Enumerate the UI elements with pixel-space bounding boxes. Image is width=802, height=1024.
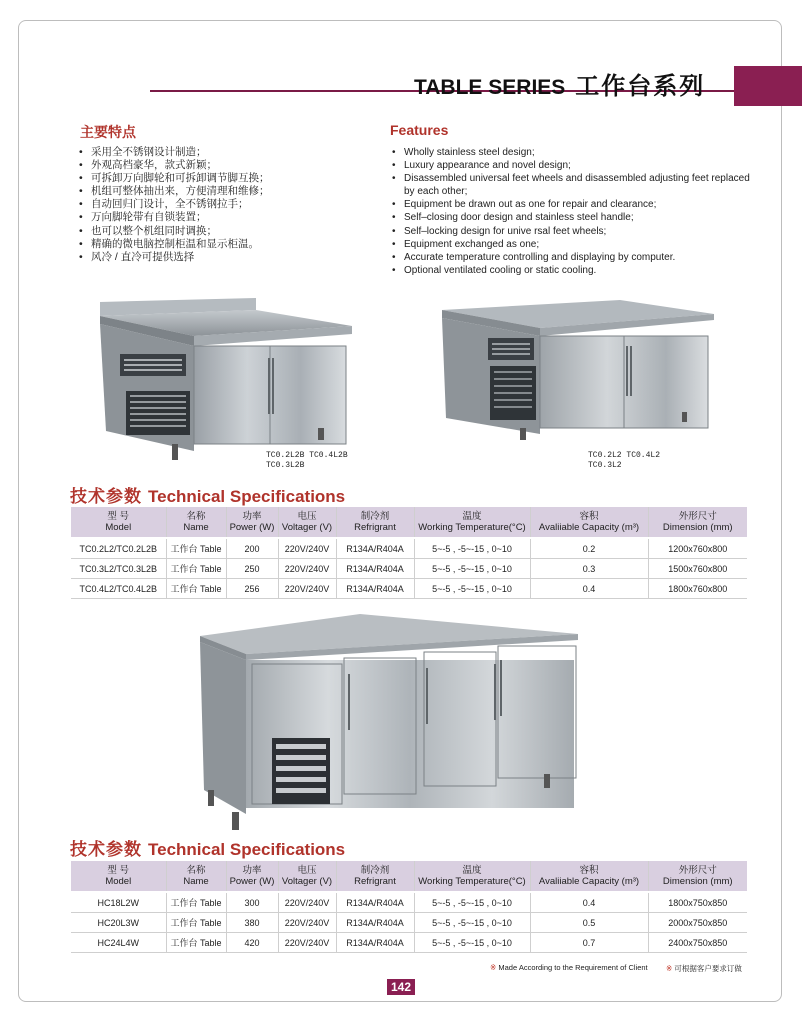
- table-row: [71, 559, 747, 579]
- table-cell: 5~-5 , -5~-15 , 0~10: [414, 913, 530, 933]
- column-header: [648, 507, 747, 538]
- table-cell: 0.7: [530, 933, 648, 953]
- spec-title-1: [70, 482, 345, 507]
- table-cell: 220V/240V: [278, 538, 336, 559]
- page-number: 142: [387, 979, 415, 995]
- column-header: [71, 507, 166, 538]
- footnote-cn-text: 可根据客户要求订做: [674, 964, 742, 973]
- column-header: [278, 861, 336, 892]
- table-row: [71, 538, 747, 559]
- feature-item: • Equipment be drawn out as one for repair and clearance;: [391, 198, 750, 211]
- column-header-cn: 电压: [297, 865, 317, 876]
- column-header-cn: 温度: [462, 511, 482, 522]
- footnote-cn: [666, 963, 742, 974]
- table-header-row: [71, 507, 747, 538]
- column-header: [226, 861, 278, 892]
- spec-table-2: [71, 861, 747, 953]
- column-header-en: Model: [105, 522, 132, 533]
- table-cell: 0.4: [530, 892, 648, 913]
- table-cell: 0.5: [530, 913, 648, 933]
- column-header-en: Name: [183, 522, 209, 533]
- table-cell: 380: [226, 913, 278, 933]
- spec-title-en: Technical Specifications: [148, 487, 346, 506]
- table-cell: 2000x750x850: [648, 913, 747, 933]
- column-header-cn: 功率: [242, 865, 262, 876]
- column-header: [530, 507, 648, 538]
- table-cell: R134A/R404A: [336, 559, 414, 579]
- caption-line: TC0.2L2 TC0.4L2: [588, 451, 661, 460]
- table-cell: 0.4: [530, 579, 648, 599]
- table-cell: 220V/240V: [278, 892, 336, 913]
- table-cell: 工作台 Table: [166, 933, 226, 953]
- column-header-cn: 外形尺寸: [678, 865, 717, 876]
- title-en: TABLE SERIES: [414, 76, 566, 99]
- column-header-cn: 温度: [462, 865, 482, 876]
- feature-item: • 精确的微电脑控制柜温和显示柜温。: [78, 238, 270, 251]
- table-cell: 工作台 Table: [166, 913, 226, 933]
- table-row: [71, 579, 747, 599]
- table-cell: 5~-5 , -5~-15 , 0~10: [414, 538, 530, 559]
- table-cell: R134A/R404A: [336, 913, 414, 933]
- caption-line: TC0.2L2B TC0.4L2B: [266, 451, 348, 460]
- reference-mark-icon: ※: [666, 964, 673, 973]
- column-header: [336, 507, 414, 538]
- table-cell: R134A/R404A: [336, 579, 414, 599]
- column-header: [530, 861, 648, 892]
- table-cell: 1800x760x800: [648, 579, 747, 599]
- table-cell: 工作台 Table: [166, 559, 226, 579]
- table-cell: 工作台 Table: [166, 579, 226, 599]
- table-cell: HC24L4W: [71, 933, 166, 953]
- column-header-cn: 功率: [242, 511, 262, 522]
- table-cell: 0.2: [530, 538, 648, 559]
- feature-item: • 自动回归门设计，全不锈钢拉手；: [78, 198, 270, 211]
- column-header-en: Refrigrant: [354, 876, 396, 887]
- table-cell: TC0.2L2/TC0.2L2B: [71, 538, 166, 559]
- footnote-en: [490, 963, 648, 972]
- table-cell: 300: [226, 892, 278, 913]
- table-cell: R134A/R404A: [336, 892, 414, 913]
- column-header: [166, 507, 226, 538]
- table-cell: 2400x750x850: [648, 933, 747, 953]
- column-header-en: Voltager (V): [281, 876, 333, 887]
- table-cell: 5~-5 , -5~-15 , 0~10: [414, 559, 530, 579]
- table-cell: 200: [226, 538, 278, 559]
- flat-table-image: [440, 300, 716, 444]
- table-cell: 220V/240V: [278, 913, 336, 933]
- feature-item: • Accurate temperature controlling and displaying by computer.: [391, 251, 750, 264]
- column-header-en: Power (W): [229, 522, 275, 533]
- table-cell: 220V/240V: [278, 559, 336, 579]
- left-image-caption: [266, 451, 348, 471]
- caption-line: TC0.3L2: [588, 461, 622, 470]
- footnote-en-text: Made According to the Requirement of Client: [498, 963, 648, 972]
- column-header: [166, 861, 226, 892]
- column-header-en: Avaliiable Capacity (m³): [538, 876, 640, 887]
- table-cell: 220V/240V: [278, 933, 336, 953]
- table-cell: 工作台 Table: [166, 538, 226, 559]
- feature-item: • 风冷 / 直冷可提供选择: [78, 251, 270, 264]
- column-header-cn: 型 号: [107, 511, 130, 522]
- feature-item: • Self–closing door design and stainless steel handle;: [391, 211, 750, 224]
- column-header-en: Refrigrant: [354, 522, 396, 533]
- table-cell: TC0.4L2/TC0.4L2B: [71, 579, 166, 599]
- feature-item: • 也可以整个机组同时调换；: [78, 225, 270, 238]
- table-cell: 工作台 Table: [166, 892, 226, 913]
- column-header-cn: 容积: [579, 511, 599, 522]
- spec-title-cn: 技术参数: [70, 840, 142, 859]
- table-row: [71, 933, 747, 953]
- page-title: [414, 66, 705, 101]
- column-header-en: Model: [105, 876, 132, 887]
- feature-item: • 可拆卸万向脚轮和可拆卸调节脚互换；: [78, 172, 270, 185]
- column-header-cn: 容积: [579, 865, 599, 876]
- table-with-backsplash-image: [96, 296, 356, 464]
- header-color-tab: [734, 66, 802, 106]
- features-cn-list: [78, 146, 270, 264]
- features-cn-heading: 主要特点: [80, 124, 136, 140]
- column-header-en: Voltager (V): [281, 522, 333, 533]
- table-header-row: [71, 861, 747, 892]
- table-cell: 220V/240V: [278, 579, 336, 599]
- column-header-cn: 制冷剂: [360, 865, 390, 876]
- column-header-en: Dimension (mm): [662, 522, 733, 533]
- column-header: [648, 861, 747, 892]
- column-header: [278, 507, 336, 538]
- table-cell: 5~-5 , -5~-15 , 0~10: [414, 933, 530, 953]
- spec-table-1: [71, 507, 747, 599]
- table-cell: 1200x760x800: [648, 538, 747, 559]
- column-header-en: Working Temperature(°C): [418, 522, 526, 533]
- column-header-cn: 制冷剂: [360, 511, 390, 522]
- spec-title-cn: 技术参数: [70, 487, 142, 506]
- column-header-en: Name: [183, 876, 209, 887]
- table-cell: 1500x760x800: [648, 559, 747, 579]
- title-cn: 工作台系列: [575, 73, 706, 100]
- column-header-cn: 型 号: [107, 865, 130, 876]
- feature-item: • Wholly stainless steel design;: [391, 146, 750, 159]
- table-row: [71, 892, 747, 913]
- column-header-cn: 名称: [186, 511, 206, 522]
- feature-item: • Equipment exchanged as one;: [391, 238, 750, 251]
- table-cell: 250: [226, 559, 278, 579]
- feature-item: • 外观高档豪华，款式新颖；: [78, 159, 270, 172]
- column-header-cn: 外形尺寸: [678, 511, 717, 522]
- table-cell: TC0.3L2/TC0.3L2B: [71, 559, 166, 579]
- table-cell: 5~-5 , -5~-15 , 0~10: [414, 892, 530, 913]
- column-header-en: Working Temperature(°C): [418, 876, 526, 887]
- table-cell: 256: [226, 579, 278, 599]
- table-cell: R134A/R404A: [336, 538, 414, 559]
- column-header: [226, 507, 278, 538]
- column-header: [414, 507, 530, 538]
- feature-item: by each other;: [404, 186, 468, 198]
- column-header: [336, 861, 414, 892]
- table-cell: HC18L2W: [71, 892, 166, 913]
- column-header-cn: 电压: [297, 511, 317, 522]
- feature-item: • 采用全不锈钢设计制造；: [78, 146, 270, 159]
- table-cell: 1800x750x850: [648, 892, 747, 913]
- spec-title-en: Technical Specifications: [148, 840, 346, 859]
- table-cell: 0.3: [530, 559, 648, 579]
- feature-item: • Disassembled universal feet wheels and disassembled adjusting feet replaced: [391, 172, 750, 185]
- column-header-en: Power (W): [229, 876, 275, 887]
- feature-item: • Self–locking design for unive rsal feet wheels;: [391, 225, 750, 238]
- reference-mark-icon: ※: [490, 963, 497, 972]
- table-cell: R134A/R404A: [336, 933, 414, 953]
- table-row: [71, 913, 747, 933]
- four-door-table-image: [200, 614, 580, 832]
- features-en-heading: Features: [390, 122, 449, 138]
- right-image-caption: [588, 451, 660, 471]
- spec-title-2: [70, 835, 345, 860]
- features-en-list: [391, 146, 750, 277]
- table-cell: 420: [226, 933, 278, 953]
- column-header-cn: 名称: [186, 865, 206, 876]
- column-header: [71, 861, 166, 892]
- feature-item: • Luxury appearance and novel design;: [391, 159, 750, 172]
- feature-item: • 万向脚轮带有自锁装置；: [78, 211, 270, 224]
- caption-line: TC0.3L2B: [266, 461, 305, 470]
- column-header-en: Avaliiable Capacity (m³): [538, 522, 640, 533]
- column-header: [414, 861, 530, 892]
- table-cell: HC20L3W: [71, 913, 166, 933]
- column-header-en: Dimension (mm): [662, 876, 733, 887]
- feature-item: • 机组可整体抽出来，方便清理和维修；: [78, 185, 270, 198]
- table-cell: 5~-5 , -5~-15 , 0~10: [414, 579, 530, 599]
- feature-item: • Optional ventilated cooling or static cooling.: [391, 264, 750, 277]
